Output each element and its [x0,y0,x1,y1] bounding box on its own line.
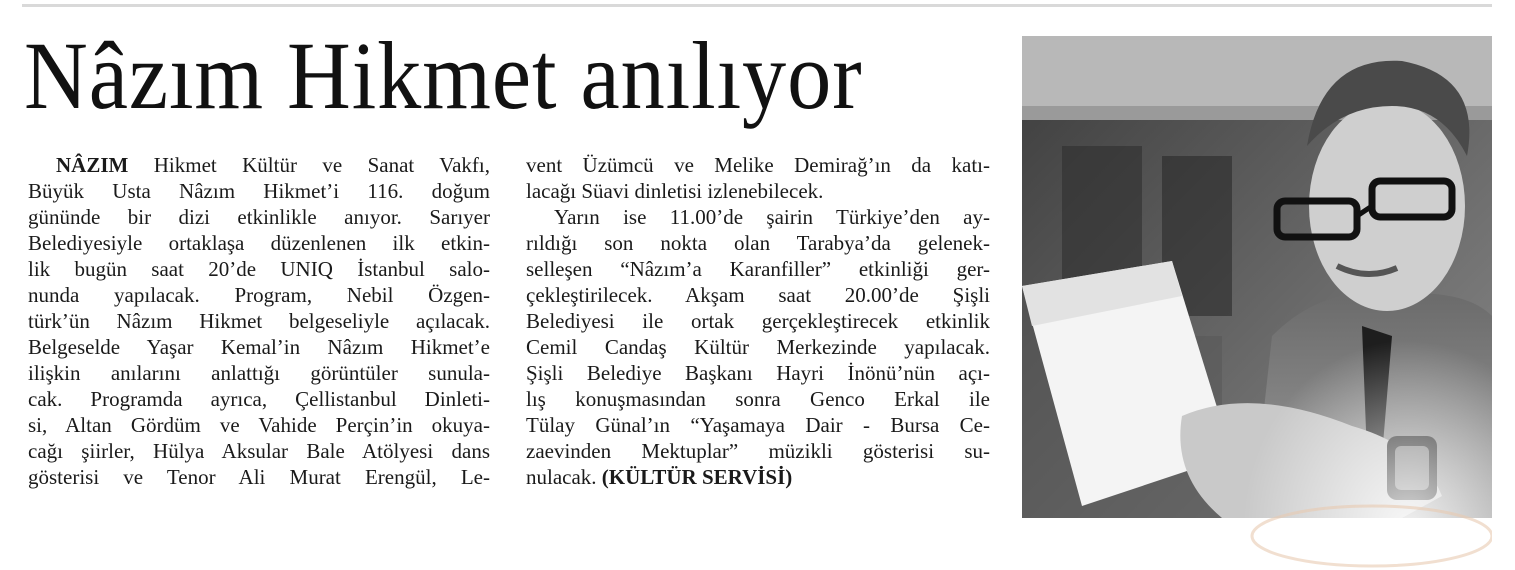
text-line: selleşen “Nâzım’a Karanfiller” etkinliği ger- [526,257,990,281]
text-line: cağı şiirler, Hülya Aksular Bale Atölyesi dans [28,439,490,463]
text-line: Yarın ise 11.00’de şairin Türkiye’den ay- [554,205,990,229]
text-line: lış konuşmasından sonra Genco Erkal ile [526,387,990,411]
article-column-1 [28,152,490,490]
text-line: Büyük Usta Nâzım Hikmet’i 116. doğum [28,179,490,203]
text-line: nunda yapılacak. Program, Nebil Özgen- [28,283,490,307]
text-line: NÂZIM Hikmet Kültür ve Sanat Vakfı, [56,153,490,177]
portrait-photo [1022,36,1492,518]
text-line: Şişli Belediye Başkanı Hayri İnönü’nün açı- [526,361,990,385]
text-line: Belediyesiyle ortaklaşa düzenlenen ilk etkin- [28,231,490,255]
byline: (KÜLTÜR SERVİSİ) [601,465,793,489]
top-rule [22,4,1492,7]
text-line: Cemil Candaş Kültür Merkezinde yapılacak. [526,335,990,359]
text-line: lik bugün saat 20’de UNIQ İstanbul salo- [28,257,490,281]
article-column-2 [526,152,990,490]
text-line: gösterisi ve Tenor Ali Murat Erengül, Le- [28,465,490,489]
text-line: zaevinden Mektuplar” müzikli gösterisi su- [526,439,990,463]
text-line: çekleştirilecek. Akşam saat 20.00’de Şişli [526,283,990,307]
portrait-illustration [1022,36,1492,518]
headline: Nâzım Hikmet anılıyor [24,22,863,129]
text-line: gününde bir dizi etkinlikle anıyor. Sarıyer [28,205,490,229]
text-line: ilişkin anılarını anlattığı görüntüler sunula- [28,361,490,385]
text-line: Belgeselde Yaşar Kemal’in Nâzım Hikmet’e [28,335,490,359]
text-line: rıldığı son nokta olan Tarabya’da gelenek- [526,231,990,255]
text-line: vent Üzümcü ve Melike Demirağ’ın da katı- [526,153,990,177]
text-line: nulacak. (KÜLTÜR SERVİSİ) [526,465,793,489]
text-line: lacağı Süavi dinletisi izlenebilecek. [526,179,824,203]
text-line: Belediyesi ile ortak gerçekleştirecek etkinlik [526,309,990,333]
text-line: türk’ün Nâzım Hikmet belgeseliyle açılacak. [28,309,490,333]
text-line: Tülay Günal’ın “Yaşamaya Dair - Bursa Ce- [526,413,990,437]
text-line: cak. Programda ayrıca, Çellistanbul Dinleti- [28,387,490,411]
lead-word: NÂZIM [56,153,129,177]
text-line: si, Altan Gördüm ve Vahide Perçin’in okuya- [28,413,490,437]
